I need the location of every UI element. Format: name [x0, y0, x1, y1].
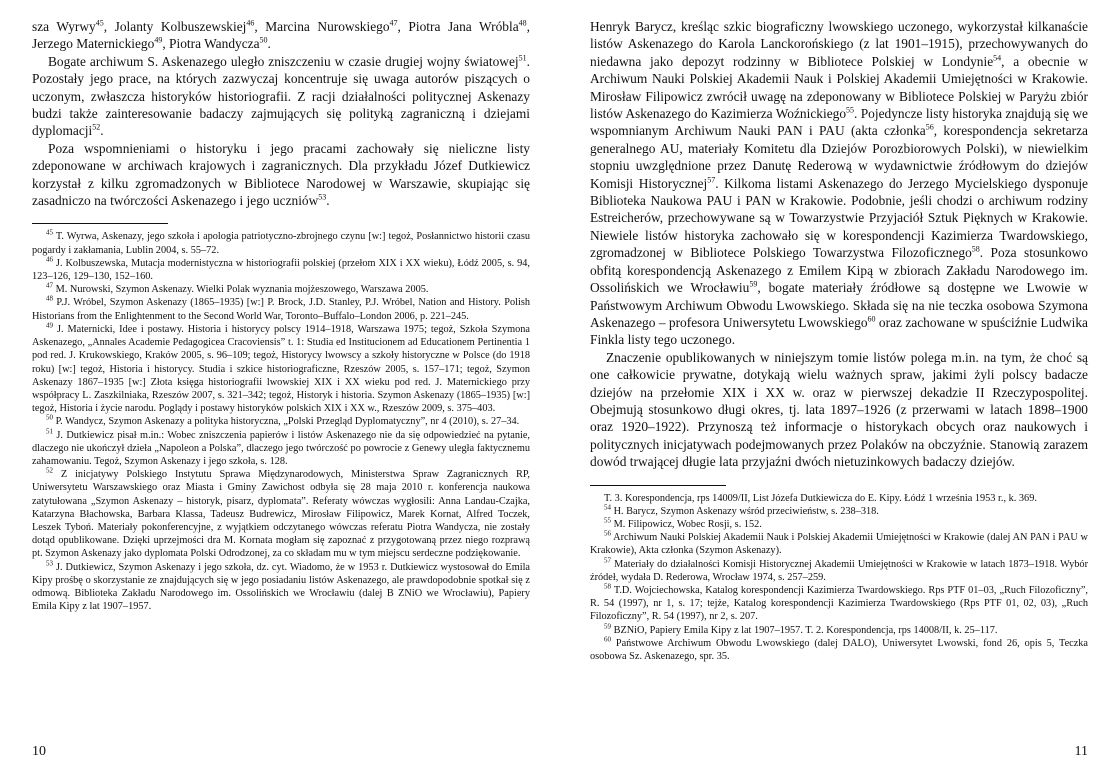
footnote: [32, 429, 530, 469]
text-run: Bogate archiwum S. Askenazego uległo zniszczeniu w czasie drugiej wojny światowej: [48, 53, 519, 69]
footnote-marker: 54: [604, 503, 611, 512]
footnote-separator: [32, 223, 168, 224]
paragraph: [32, 53, 530, 140]
footnote-marker: 45: [46, 229, 53, 238]
footnote-marker: 52: [92, 122, 101, 132]
footnote-marker: 60: [867, 314, 876, 324]
text-run: P.J. Wróbel, Szymon Askenazy (1865–1935) [w:] P. Brock, J.D. Stanley, P.J. Wróbel, Nation and History. Polish Historians from the Enlightenment to the Second World War, Toronto–Buffalo–London 2006, p. 221–245.: [32, 297, 530, 322]
footnote-marker: 56: [604, 529, 611, 538]
text-run: M. Filipowicz, Wobec Rosji, s. 152.: [611, 518, 762, 530]
text-run: Z inicjatywy Polskiego Instytutu Sprawa Międzynarodowych, Ministerstwa Spraw Zagranicznych RP, Uniwersytetu Warszawskiego oraz Miasta i Gminy Zawichost odbyła się 28 maja 2010 r. konferencja naukowa zatytułowana „Szymon Askenazy – historyk, pisarz, dyplomata”. Referaty wówczas wygłosili: Anna Landau-Czajka, Katarzyna Błachowska, Barbara Klassa, Tadeusz Budrewicz, Mirosław Filipowicz, Marek Kornat, Alfred Toczek, Leszek Tyboń. Materiały pokonferencyjne, z wyjątkiem odczytanego wówczas referatu Piotra Wandycza, nie zostały dotąd opublikowane. Dzięki uprzejmości dra M. Kornata mogłam się zapoznać z przygotowaną przez niego rozprawą pt. Szymon Askenazy jako dyplomata Polski Odrodzonej, za co składam mu w tym miejscu serdeczne podziękowanie.: [32, 469, 530, 560]
footnote-marker: 50: [46, 413, 53, 422]
text-run: P. Wandycz, Szymon Askenazy a polityka historyczna, „Polski Przegląd Dyplomatyczny”, nr 4 (2010), s. 27–34.: [53, 416, 520, 428]
paragraph: [590, 18, 1088, 349]
footnote-marker: 58: [604, 582, 611, 591]
paragraph: [32, 140, 530, 210]
paragraph: [590, 349, 1088, 471]
text-run: . Poza stosunkowo obfitą korespondencją Askenazego z Emilem Kipą w zbiorach Zakładu Narodowego im. Ossolińskich we Wrocławiu: [590, 245, 1088, 296]
footnote: [590, 558, 1088, 584]
footnote-marker: 47: [46, 281, 53, 290]
right-page: [590, 18, 1088, 780]
text-run: Znaczenie opublikowanych w niniejszym tomie listów polega m.in. na tym, że choć są one całkowicie prywatne, dotykają wielu ważnych spraw, jakimi żyli polscy badacze dziejów na przełomie XIX i XX w. oraz w pierwszej dekadzie II Rzeczypospolitej. Obejmują stosunkowo długi okres, tj. lata 1897–1926 (z przerwami w latach 1898–1900 oraz 1920–1922). Przynoszą też informacje o historykach obcych oraz naukowych i politycznych inicjatywach podejmowanych przez Polaków na obczyźnie. Stanowią zarazem dowód trwającej długie lata przyjaźni dwóch nietuzinkowych badaczy dziejów.: [590, 349, 1088, 470]
footnote-marker: 57: [707, 175, 716, 185]
footnote: [32, 257, 530, 283]
footnote: [32, 323, 530, 415]
right-body-text: [590, 18, 1088, 471]
text-run: Archiwum Nauki Polskiej Akademii Nauk i Polskiej Akademii Umiejętności w Krakowie (dalej AN PAN i PAU w Krakowie), Akta członka (Szymon Askenazy).: [590, 532, 1088, 557]
footnote: [590, 624, 1088, 637]
text-run: , Marcina Nurowskiego: [254, 19, 390, 34]
text-run: , Jerzego Maternickiego: [32, 19, 530, 52]
footnote: [32, 283, 530, 296]
text-run: H. Barycz, Szymon Askenazy wśród przeciwieństw, s. 238–318.: [611, 505, 879, 517]
footnote-marker: 55: [604, 516, 611, 525]
text-run: J. Maternicki, Idee i postawy. Historia i historycy polscy 1914–1918, Warszawa 1975; tegoż, Szkoła Szymona Askenazego, „Annales Academie Pedagogicea Cracoviensis” t. 1: Studia ed Institucionem ad Educationem Pertinentia 1 pod red. J. Krukowskiego, Kraków 2005, s. 96–109; tegoż, Historycy lwowscy a szkoły historyczne w Polsce (do 1918 roku) [w:] tegoż, Historia i historycy. Studia i szkice historiograficzne, Rzeszów 2005, s. 157–171; tegoż, Szymon Askenazy 1867–1935 [w:] Złota księga historiografii lwowskiej XIX i XX wieku pod red. J. Maternickiego przy współpracy L. Zaszkilniaka, Rzeszów 2007, s. 321–342; tegoż, Historyk i historia. Szymon Askenazy (1865–1935) [w:] tegoż, Historia i życie narodu. Poglądy i postawy historyków polskich XIX i XX w., Rzeszów 2009, s. 375–403.: [32, 323, 530, 415]
text-run: Materiały do działalności Komisji Historycznej Akademii Umiejętności w Krakowie w latach 1873–1918. Wybór źródeł, wydała D. Rederowa, Wrocław 1974, s. 257–259.: [590, 558, 1088, 583]
footnote-marker: 53: [318, 192, 327, 202]
footnote-marker: 46: [46, 255, 53, 264]
text-run: , Piotra Jana Wróbla: [397, 19, 519, 34]
footnote-marker: 47: [389, 18, 398, 28]
footnote: [590, 492, 1088, 505]
text-run: . Pojedyncze listy historyka znajdują się we wspomnianym Archiwum Nauki PAN i PAU (akta członka: [590, 106, 1088, 139]
text-run: Henryk Barycz, kreśląc szkic biograficzny lwowskiego uczonego, wykorzystał kilkanaście listów Askenazego do Karola Lanckorońskiego (z lat 1901–1915), przechowywanych do niedawna jako depozyt rodzinny w Bibliotece Polskiej w Londynie: [590, 19, 1088, 69]
left-footnotes: [32, 230, 530, 613]
page-number: 11: [1074, 744, 1088, 759]
left-body-text: [32, 18, 530, 209]
footnote-marker: 49: [46, 321, 53, 330]
text-run: .: [100, 123, 104, 139]
text-run: T. Wyrwa, Askenazy, jego szkoła i apologia patriotyczno-zbrojnego czynu [w:] tegoż, Posłannictwo historii czasu pogardy i zakłamania, Lublin 2004, s. 55–72.: [32, 231, 530, 256]
footnote-marker: 56: [925, 122, 934, 132]
text-run: , a obecnie w Archiwum Nauki Polskiej Akademii Nauk i Polskiej Akademii Umiejętności w Krakowie. Mirosław Filipowicz zwrócił uwagę na zdeponowany w Bibliotece Polskiej w Paryżu zbiór listów Askenazego do Kazimierza Woźnickiego: [590, 53, 1088, 122]
text-run: M. Nurowski, Szymon Askenazy. Wielki Polak wyznania mojżeszowego, Warszawa 2005.: [53, 284, 429, 296]
text-run: T.D. Wojciechowska, Katalog korespondencji Kazimierza Twardowskiego. Rps PTF 01–03, „Ruch Filozoficzny”, R. 54 (1997), nr 1, s. 17; tejże, Katalog korespondencji Kazimierza Twardowskiego (Rps PTF 01, 02, 03), „Ruch Filozoficzny”, R. 54 (1997), nr 2, s. 207.: [590, 584, 1088, 623]
footnote-marker: 48: [518, 18, 527, 28]
text-run: . Kilkoma listami Askenazego do Jerzego Mycielskiego dysponuje Biblioteka Naukowa PAU i PAN w Krakowie. Podobnie, jeśli chodzi o archiwum rodziny Estreicherów, przechowywane są w Towarzystwie Przyjaciół Sztuk Pięknych w Krakowie. Niewiele listów historyka zachowało się w korespondencji Kazimierza Twardowskiego, zgromadzonej w Bibliotece Polskiego Towarzystwa Filozoficznego: [590, 175, 1089, 261]
text-run: T. 3. Korespondencja, rps 14009/II, List Józefa Dutkiewicza do E. Kipy. Łódź 1 września 1953 r., k. 369.: [604, 492, 1037, 504]
footnote-marker: 59: [604, 622, 611, 631]
paragraph: [32, 18, 530, 53]
footnote-marker: 52: [46, 466, 53, 475]
text-run: , bogate materiały źródłowe są dostępne we Lwowie w Państwowym Archiwum Obwodu Lwowskiego. Składa się na nie teczka osobowa Szymona Askenazego – profesora Uniwersytetu Lwowskiego: [590, 280, 1088, 330]
text-run: Poza wspomnieniami o historyku i jego pracami zachowały się nieliczne listy zdeponowane w archiwach krajowych i zagranicznych. Dla przykładu Józef Dutkiewicz korzystał z kilku zgromadzonych w Bibliotece Narodowej w Warszawie, skupiając się zasadniczo na twórczości Askenazego i jego uczniów: [32, 140, 530, 209]
footnote-marker: 55: [846, 105, 855, 115]
left-page: [32, 18, 530, 780]
footnote: [590, 584, 1088, 624]
footnote-marker: 45: [95, 18, 104, 28]
footnote: [590, 518, 1088, 531]
footnote: [32, 468, 530, 560]
footnote: [590, 637, 1088, 663]
footnote-separator: [590, 485, 726, 486]
text-run: Państwowe Archiwum Obwodu Lwowskiego (dalej DALO), Uniwersytet Lwowski, fond 26, opis 5, Teczka osobowa Sz. Askenazego, spr. 35.: [590, 637, 1088, 662]
text-run: BZNiO, Papiery Emila Kipy z lat 1907–1957. T. 2. Korespondencja, rps 14008/II, k. 25–117.: [611, 624, 998, 636]
footnote-marker: 46: [246, 18, 255, 28]
footnote: [32, 561, 530, 614]
text-run: , Piotra Wandycza: [162, 36, 260, 52]
footnote-marker: 51: [518, 53, 527, 63]
footnote-marker: 57: [604, 556, 611, 565]
footnote-marker: 59: [749, 279, 758, 289]
footnote-marker: 54: [993, 53, 1002, 63]
footnote: [32, 230, 530, 256]
text-run: .: [326, 193, 330, 209]
text-run: J. Kolbuszewska, Mutacja modernistyczna w historiografii polskiej (przełom XIX i XX wieku), Łódź 2005, s. 94, 123–126, 129–130, 152–160.: [32, 257, 530, 283]
right-footnotes: [590, 492, 1088, 664]
text-run: .: [267, 36, 271, 52]
text-run: , korespondencja sekretarza generalnego AU, materiały Komitetu dla Dziejów Porozbiorowych Polski), w niewielkim stopniu uwzględnione przez Danutę Rederową w wydawnictwie źródłowym do dziejów Komisji Historycznej: [590, 123, 1088, 191]
text-run: J. Dutkiewicz pisał m.in.: Wobec zniszczenia papierów i listów Askenazego nie da się odpowiedzieć na pytanie, dlaczego nie ukończył dzieła „Napoleon a Polska”, dlaczego jego twórczość po powrocie z Genewy uległa faktycznemu zahamowaniu. Tegoż, Szymon Askenazy i jego szkoła, s. 128.: [32, 429, 530, 467]
footnote-marker: 53: [46, 559, 53, 568]
footnote-marker: 48: [46, 295, 53, 304]
footnote-marker: 58: [971, 244, 980, 254]
text-run: . Pozostały jego prace, na których zazwyczaj koncentruje się uwaga autorów piszących o uczonym, zwłaszcza historyków historiografii. Z racji działalności politycznej Askenazy budzi także zainteresowanie badaczy zajmujących się polityką zagraniczną i dziejami dyplomacji: [32, 53, 530, 139]
text-run: oraz zachowane w spuściźnie Ludwika Finkla listy tego uczonego.: [590, 314, 1088, 348]
text-run: J. Dutkiewicz, Szymon Askenazy i jego szkoła, dz. cyt. Wiadomo, że w 1953 r. Dutkiewicz wystosował do Emila Kipy prośbę o skorzystanie ze znajdujących się w jego posiadaniu listów Askenazego, ale prawdopodobnie spotkał się z odmową. Biblioteka Zakładu Narodowego im. Ossolińskich we Wrocławiu (dalej B ZNiO we Wrocławiu), Papiery Emila Kipy z lat 1907–1957.: [32, 561, 530, 613]
footnote: [590, 505, 1088, 518]
footnote: [32, 415, 530, 428]
text-run: sza Wyrwy: [32, 19, 96, 34]
footnote: [590, 531, 1088, 557]
footnote-marker: 50: [259, 35, 268, 45]
page-number: 10: [32, 744, 46, 759]
footnote-marker: 49: [154, 35, 163, 45]
footnote-marker: 51: [46, 427, 53, 436]
text-run: , Jolanty Kolbuszewskiej: [103, 19, 247, 34]
footnote: [32, 296, 530, 322]
footnote-marker: 60: [604, 635, 611, 644]
